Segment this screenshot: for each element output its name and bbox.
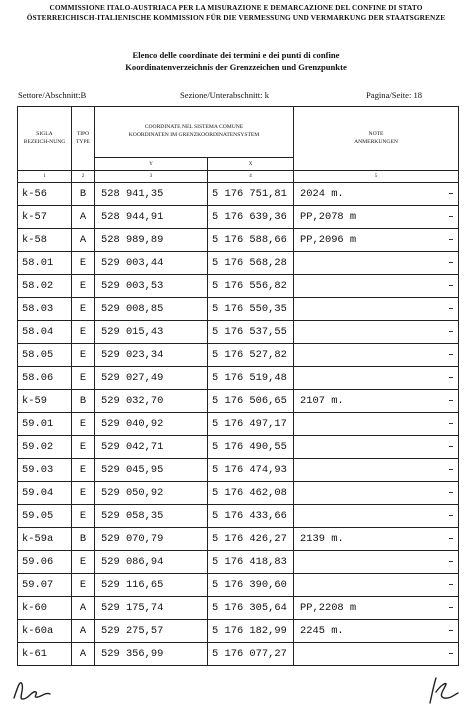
- column-number: 1: [18, 171, 72, 183]
- cell-coordinate-x: 5 176 426,27: [208, 528, 294, 551]
- cell-tipo: E: [72, 574, 95, 597]
- cell-sigla: 58.05: [18, 344, 72, 367]
- column-number: 2: [72, 171, 95, 183]
- cell-tipo: A: [72, 206, 95, 229]
- table-row: [18, 482, 459, 505]
- handwritten-signature-left: [10, 678, 54, 704]
- commission-title-german: ÖSTERREICHISCH-ITALIENISCHE KOMMISSION FÜR DIE VERMESSUNG UND VERMARKUNG DER STAATSGRENZE: [26, 13, 446, 22]
- cell-sigla: k-58: [18, 229, 72, 252]
- cell-sigla: 58.03: [18, 298, 72, 321]
- header-coordinates-it: COORDINATE NEL SISTEMA COMUNE: [144, 124, 244, 131]
- cell-note: PP,2096 m: [294, 229, 459, 252]
- header-coordinates-de: KOORDINATEN IM GRENZKOORDINATENSYSTEM: [128, 132, 260, 138]
- cell-coordinate-y: 529 023,34: [95, 344, 208, 367]
- page-number-label: Pagina/Seite: 18: [366, 90, 423, 100]
- table-row: [18, 275, 459, 298]
- table-row: [18, 643, 459, 666]
- cell-coordinate-x: 5 176 527,82: [208, 344, 294, 367]
- cell-coordinate-x: 5 176 462,08: [208, 482, 294, 505]
- cell-coordinate-x: 5 176 077,27: [208, 643, 294, 666]
- column-number: 4: [208, 171, 294, 183]
- header-x: X: [208, 158, 294, 171]
- cell-tipo: A: [72, 643, 95, 666]
- cell-coordinate-y: 529 058,35: [95, 505, 208, 528]
- cell-note: [294, 459, 459, 482]
- header-sigla-it: SIGLA: [36, 130, 53, 137]
- cell-tipo: E: [72, 298, 95, 321]
- cell-tipo: E: [72, 505, 95, 528]
- cell-coordinate-y: 529 175,74: [95, 597, 208, 620]
- cell-sigla: 59.03: [18, 459, 72, 482]
- table-row: [18, 413, 459, 436]
- table-row: [18, 252, 459, 275]
- cell-tipo: A: [72, 229, 95, 252]
- cell-coordinate-x: 5 176 639,36: [208, 206, 294, 229]
- table-row: [18, 367, 459, 390]
- table-row: [18, 206, 459, 229]
- cell-sigla: k-60a: [18, 620, 72, 643]
- table-row: [18, 183, 459, 206]
- cell-coordinate-x: 5 176 390,60: [208, 574, 294, 597]
- cell-sigla: 58.01: [18, 252, 72, 275]
- header-coordinates: [95, 107, 294, 158]
- cell-tipo: B: [72, 390, 95, 413]
- cell-note: PP,2208 m: [294, 597, 459, 620]
- cell-sigla: k-61: [18, 643, 72, 666]
- cell-coordinate-y: 529 040,92: [95, 413, 208, 436]
- table-row: [18, 620, 459, 643]
- cell-note: [294, 574, 459, 597]
- cell-note: 2245 m.: [294, 620, 459, 643]
- cell-note: [294, 551, 459, 574]
- header-notes-it: NOTE: [368, 130, 384, 137]
- cell-coordinate-x: 5 176 519,48: [208, 367, 294, 390]
- header-sigla: [18, 107, 72, 171]
- cell-tipo: E: [72, 551, 95, 574]
- cell-coordinate-y: 529 032,70: [95, 390, 208, 413]
- header-tipo-it: TIPO: [76, 130, 90, 137]
- header-notes-de: ANMERKUNGEN: [354, 138, 398, 145]
- table-row: [18, 229, 459, 252]
- cell-note: [294, 436, 459, 459]
- cell-coordinate-y: 529 003,53: [95, 275, 208, 298]
- cell-tipo: B: [72, 183, 95, 206]
- cell-sigla: k-60: [18, 597, 72, 620]
- cell-note: PP,2078 m: [294, 206, 459, 229]
- handwritten-signature-right: [424, 676, 464, 706]
- header-tipo-de: TYPE: [76, 138, 90, 145]
- table-row: [18, 390, 459, 413]
- cell-sigla: 59.02: [18, 436, 72, 459]
- cell-note: [294, 643, 459, 666]
- table-row: [18, 321, 459, 344]
- document-title-german: Koordinatenverzeichnis der Grenzzeichen und Grenzpunkte: [125, 62, 347, 72]
- cell-note: 2024 m.: [294, 183, 459, 206]
- header-tipo: [72, 107, 95, 171]
- cell-note: 2139 m.: [294, 528, 459, 551]
- cell-coordinate-y: 529 070,79: [95, 528, 208, 551]
- table-header-row: [18, 107, 459, 158]
- cell-tipo: E: [72, 275, 95, 298]
- cell-coordinate-x: 5 176 305,64: [208, 597, 294, 620]
- cell-sigla: k-57: [18, 206, 72, 229]
- sector-label: Settore/Abschnitt:B: [18, 90, 87, 100]
- cell-coordinate-x: 5 176 568,28: [208, 252, 294, 275]
- cell-tipo: E: [72, 321, 95, 344]
- cell-tipo: E: [72, 459, 95, 482]
- cell-coordinate-x: 5 176 497,17: [208, 413, 294, 436]
- cell-coordinate-x: 5 176 550,35: [208, 298, 294, 321]
- cell-note: [294, 252, 459, 275]
- cell-coordinate-x: 5 176 751,81: [208, 183, 294, 206]
- table-row: [18, 344, 459, 367]
- cell-coordinate-x: 5 176 556,82: [208, 275, 294, 298]
- cell-coordinate-y: 529 086,94: [95, 551, 208, 574]
- header-sigla-de: BEZEICH-NUNG: [23, 138, 66, 145]
- table-row: [18, 551, 459, 574]
- cell-note: [294, 367, 459, 390]
- subsection-label: Sezione/Unterabschnitt: k: [180, 90, 270, 100]
- cell-note: [294, 505, 459, 528]
- cell-sigla: k-59: [18, 390, 72, 413]
- table-row: [18, 574, 459, 597]
- cell-sigla: k-59a: [18, 528, 72, 551]
- cell-coordinate-y: 529 027,49: [95, 367, 208, 390]
- cell-note: 2107 m.: [294, 390, 459, 413]
- cell-tipo: A: [72, 620, 95, 643]
- cell-coordinate-y: 529 356,99: [95, 643, 208, 666]
- table-row: [18, 459, 459, 482]
- cell-tipo: E: [72, 482, 95, 505]
- cell-sigla: 59.05: [18, 505, 72, 528]
- cell-note: [294, 298, 459, 321]
- cell-note: [294, 321, 459, 344]
- cell-coordinate-y: 529 050,92: [95, 482, 208, 505]
- column-number: 3: [95, 171, 208, 183]
- cell-coordinate-x: 5 176 418,83: [208, 551, 294, 574]
- cell-sigla: 58.04: [18, 321, 72, 344]
- column-number-row: [18, 171, 459, 183]
- cell-note: [294, 344, 459, 367]
- cell-sigla: 59.01: [18, 413, 72, 436]
- commission-title-italian: COMMISSIONE ITALO-AUSTRIACA PER LA MISURAZIONE E DEMARCAZIONE DEL CONFINE DI STATO: [49, 3, 423, 12]
- cell-coordinate-y: 529 116,65: [95, 574, 208, 597]
- cell-coordinate-x: 5 176 506,65: [208, 390, 294, 413]
- cell-sigla: 59.06: [18, 551, 72, 574]
- cell-coordinate-x: 5 176 588,66: [208, 229, 294, 252]
- cell-coordinate-y: 528 989,89: [95, 229, 208, 252]
- cell-tipo: E: [72, 367, 95, 390]
- table-row: [18, 505, 459, 528]
- cell-note: [294, 482, 459, 505]
- cell-coordinate-y: 529 275,57: [95, 620, 208, 643]
- cell-tipo: E: [72, 252, 95, 275]
- cell-coordinate-x: 5 176 474,93: [208, 459, 294, 482]
- cell-note: [294, 413, 459, 436]
- table-row: [18, 298, 459, 321]
- cell-note: [294, 275, 459, 298]
- cell-coordinate-x: 5 176 182,99: [208, 620, 294, 643]
- table-row: [18, 597, 459, 620]
- cell-tipo: A: [72, 597, 95, 620]
- table-row: [18, 436, 459, 459]
- cell-coordinate-y: 529 042,71: [95, 436, 208, 459]
- table-row: [18, 528, 459, 551]
- cell-sigla: 58.06: [18, 367, 72, 390]
- cell-sigla: 59.04: [18, 482, 72, 505]
- cell-tipo: B: [72, 528, 95, 551]
- cell-coordinate-y: 528 941,35: [95, 183, 208, 206]
- document-title-italian: Elenco delle coordinate dei termini e dei punti di confine: [132, 50, 340, 60]
- cell-coordinate-y: 529 008,85: [95, 298, 208, 321]
- cell-tipo: E: [72, 436, 95, 459]
- cell-coordinate-x: 5 176 537,55: [208, 321, 294, 344]
- header-y: Y: [95, 158, 208, 171]
- cell-coordinate-y: 529 003,44: [95, 252, 208, 275]
- cell-coordinate-x: 5 176 490,55: [208, 436, 294, 459]
- column-number: 5: [294, 171, 459, 183]
- cell-tipo: E: [72, 413, 95, 436]
- cell-coordinate-y: 528 944,91: [95, 206, 208, 229]
- cell-sigla: 59.07: [18, 574, 72, 597]
- cell-coordinate-y: 529 015,43: [95, 321, 208, 344]
- cell-tipo: E: [72, 344, 95, 367]
- cell-coordinate-y: 529 045,95: [95, 459, 208, 482]
- header-notes: [294, 107, 459, 171]
- cell-coordinate-x: 5 176 433,66: [208, 505, 294, 528]
- cell-sigla: k-56: [18, 183, 72, 206]
- coordinates-table: [17, 106, 459, 666]
- cell-sigla: 58.02: [18, 275, 72, 298]
